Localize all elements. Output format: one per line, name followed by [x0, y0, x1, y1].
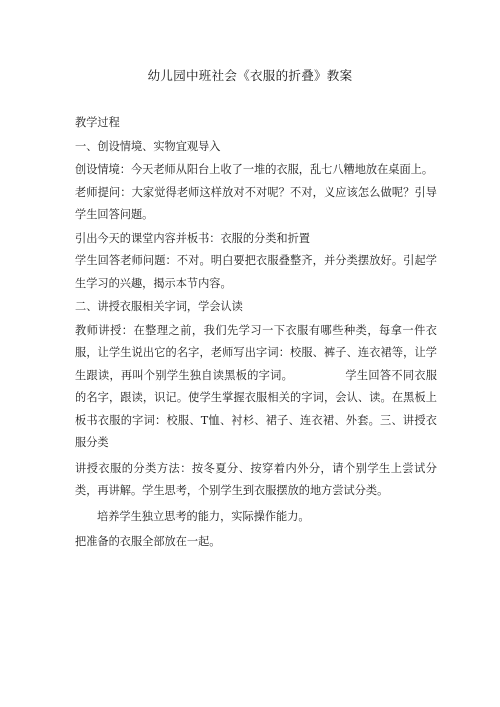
paragraph-scenario: 创设情境：今天老师从阳台上收了一堆的衣服，乱七八糟地放在桌面上。	[75, 163, 434, 176]
paragraph-student-answer: 学生回答老师问题：不对。明白要把衣服叠整齐，并分类摆放好。引起学生学习的兴趣，揭示本节内容。	[75, 254, 437, 290]
document-body	[75, 112, 437, 554]
paragraph-classification-method: 讲授衣服的分类方法：按冬夏分、按穿着内外分，请个别学生上尝试分类，再讲解。学生思考，个别学生到衣服摆放的地方尝试分类。	[75, 461, 437, 497]
paragraph-teaching-process: 教学过程	[75, 116, 120, 129]
paragraph-teacher-lecture	[75, 320, 437, 455]
paragraph-gather-clothes: 把准备的衣服全部放在一起。	[75, 535, 221, 548]
paragraph-ability-training: 培养学生独立思考的能力，实际操作能力。	[97, 509, 310, 523]
paragraph-lesson-intro: 引出今天的课堂内容并板书：衣服的分类和折置	[75, 231, 310, 245]
document-title: 幼儿园中班社会《衣服的折叠》教案	[147, 68, 353, 83]
paragraph-teacher-lecture-part-1: 教师讲授：在整理之前，我们先学习一下衣服有哪些种类，每拿一件衣服，让学生说出它的名字，老师写出字词：校服、裤子、连衣裙等，让学生跟读，再叫个别学生独自读黑板的字词。	[75, 323, 437, 382]
heading-section-two: 二、讲授衣服相关字词，学会认读	[75, 300, 243, 313]
paragraph-teacher-lecture-part-2: 学生回答不同衣服的名字，跟读，识记。使学生掌握衣服相关的字词，会认、读。在黑板上板书衣服的字词：校服、T恤、衬杉、裙子、连衣裙、外套。三、讲授衣服分类	[75, 368, 437, 449]
paragraph-teacher-question: 老师提问：大家觉得老师这样放对不对呢？不对，义应该怎么做呢？引导学生回答问题。	[75, 185, 437, 221]
heading-section-one: 一、创设情境、实物宜观导入	[75, 139, 221, 153]
